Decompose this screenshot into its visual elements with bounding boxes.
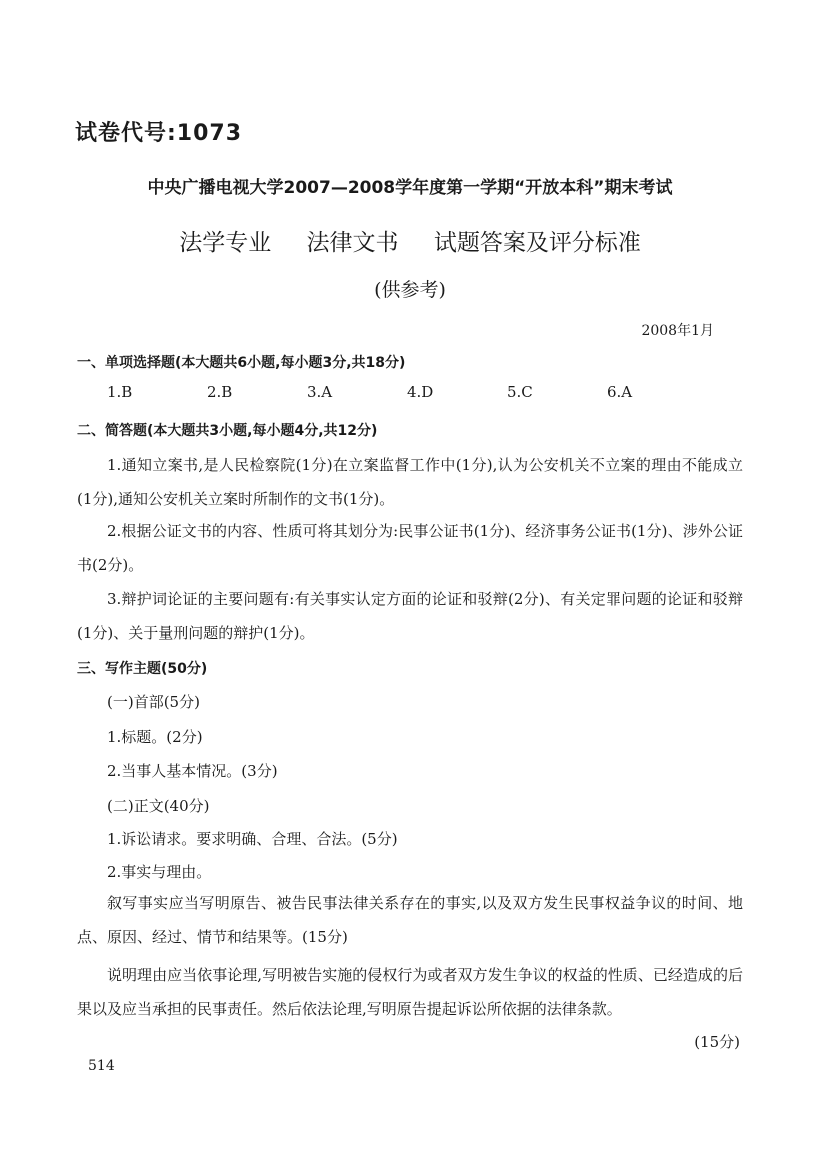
answer-item: 3.A bbox=[307, 383, 333, 401]
scoring-paragraph: 说明理由应当依事论理,写明被告实施的侵权行为或者双方发生争议的权益的性质、已经造成的后果以及应当承担的民事责任。然后依法论理,写明原告提起诉讼所依据的法律条款。 bbox=[77, 966, 743, 1018]
page-number: 514 bbox=[88, 1058, 115, 1074]
section-heading-writing: 三、写作主题(50分) bbox=[77, 661, 208, 677]
answer-paragraph: 1.通知立案书,是人民检察院(1分)在立案监督工作中(1分),认为公安机关不立案的理由不能成立(1分),通知公安机关立案时所制作的文书(1分)。 bbox=[77, 456, 743, 508]
choice-answers bbox=[107, 383, 707, 401]
section-heading-choice: 一、单项选择题(本大题共6小题,每小题3分,共18分) bbox=[77, 355, 406, 371]
subject-major: 法学专业 bbox=[179, 230, 272, 256]
subject-course: 法律文书 bbox=[306, 230, 399, 256]
answer-item: 1.B bbox=[107, 383, 133, 401]
scoring-line: (二)正文(40分) bbox=[107, 797, 210, 815]
answer-item: 6.A bbox=[607, 383, 633, 401]
answer-item: 5.C bbox=[507, 383, 533, 401]
reference-note: (供参考) bbox=[374, 279, 446, 301]
answer-paragraph: 2.根据公证文书的内容、性质可将其划分为:民事公证书(1分)、经济事务公证书(1分)、涉外公证书(2分)。 bbox=[77, 522, 743, 574]
scoring-line: 2.当事人基本情况。(3分) bbox=[107, 762, 278, 780]
answer-item: 4.D bbox=[407, 383, 434, 401]
answer-item: 2.B bbox=[207, 383, 233, 401]
scoring-line: 1.标题。(2分) bbox=[107, 728, 203, 746]
exam-date: 2008年1月 bbox=[641, 323, 714, 339]
scoring-line: 2.事实与理由。 bbox=[107, 863, 212, 881]
subject-doc-type: 试题答案及评分标准 bbox=[433, 230, 641, 256]
answer-paragraph: 3.辩护词论证的主要问题有:有关事实认定方面的论证和驳辩(2分)、有关定罪问题的论证和驳辩(1分)、关于量刑问题的辩护(1分)。 bbox=[77, 590, 743, 642]
section-heading-short-answer: 二、简答题(本大题共3小题,每小题4分,共12分) bbox=[77, 423, 378, 439]
scoring-paragraph: 叙写事实应当写明原告、被告民事法律关系存在的事实,以及双方发生民事权益争议的时间、地点、原因、经过、情节和结果等。(15分) bbox=[77, 894, 743, 946]
paper-code: 试卷代号:1073 bbox=[75, 121, 243, 146]
scoring-line: (一)首部(5分) bbox=[107, 693, 200, 711]
subject-title bbox=[0, 224, 820, 257]
exam-title: 中央广播电视大学2007—2008学年度第一学期“开放本科”期末考试 bbox=[147, 178, 673, 198]
scoring-line: 1.诉讼请求。要求明确、合理、合法。(5分) bbox=[107, 830, 398, 848]
trailing-score: (15分) bbox=[694, 1033, 740, 1051]
